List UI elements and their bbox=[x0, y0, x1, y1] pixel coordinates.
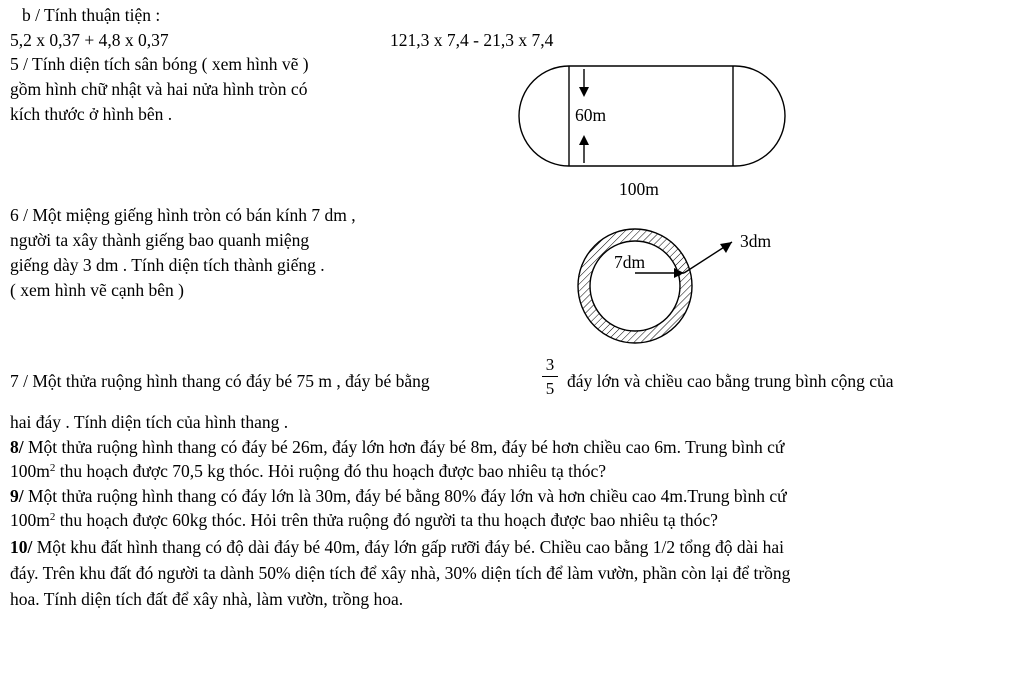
problem-9-label: 9/ bbox=[10, 486, 24, 506]
arrow-up-head-icon bbox=[579, 135, 589, 145]
thickness-arrow-icon bbox=[720, 242, 732, 253]
problem-9-line-1 bbox=[10, 487, 787, 506]
problem-8-line-1 bbox=[10, 438, 784, 457]
problem-8-area-unit: 100m bbox=[10, 461, 50, 481]
arrow-down-head-icon bbox=[579, 87, 589, 97]
part-b-expression-1: 5,2 x 0,37 + 4,8 x 0,37 bbox=[10, 30, 169, 50]
part-b-expression-2: 121,3 x 7,4 - 21,3 x 7,4 bbox=[390, 30, 554, 50]
problem-8-text-2: thu hoạch được 70,5 kg thóc. Hỏi ruộng đó thu hoạch được bao nhiêu tạ thóc? bbox=[55, 461, 607, 481]
problem-6-line-3: giếng dày 3 dm . Tính diện tích thành giếng . bbox=[10, 255, 325, 275]
problem-7-line-1-start: 7 / Một thửa ruộng hình thang có đáy bé 75 m , đáy bé bằng bbox=[10, 371, 430, 391]
fraction-bar bbox=[542, 376, 558, 377]
problem-7-fraction bbox=[540, 356, 560, 397]
problem-6-line-2: người ta xây thành giếng bao quanh miệng bbox=[10, 230, 310, 250]
problem-6-line-4: ( xem hình vẽ cạnh bên ) bbox=[10, 280, 184, 300]
fraction-denominator: 5 bbox=[545, 379, 555, 398]
problem-9-superscript: 2 bbox=[49, 511, 56, 523]
problem-5-line-1: 5 / Tính diện tích sân bóng ( xem hình vẽ ) bbox=[10, 54, 309, 74]
part-b-heading: b / Tính thuận tiện : bbox=[22, 5, 161, 25]
problem-8-superscript: 2 bbox=[49, 462, 56, 474]
problem-10-label: 10/ bbox=[10, 537, 33, 557]
problem-6-line-1: 6 / Một miệng giếng hình tròn có bán kính 7 dm , bbox=[10, 205, 356, 225]
problem-5-line-3: kích thước ở hình bên . bbox=[10, 104, 173, 124]
problem-9-area-unit: 100m bbox=[10, 510, 50, 530]
well-radius-label: 7dm bbox=[614, 252, 646, 272]
problem-8-line-2 bbox=[10, 462, 606, 481]
fraction-numerator: 3 bbox=[545, 355, 555, 374]
problem-10-line-2: đáy. Trên khu đất đó người ta dành 50% diện tích để xây nhà, 30% diện tích để làm vườn, phần còn lại để trồng bbox=[10, 563, 791, 583]
problem-7-line-1-end: đáy lớn và chiều cao bằng trung bình cộng của bbox=[567, 371, 894, 391]
problem-10-line-1 bbox=[10, 538, 784, 557]
well-figure bbox=[560, 218, 790, 360]
problem-7-line-2: hai đáy . Tính diện tích của hình thang . bbox=[10, 412, 289, 432]
stadium-outline bbox=[519, 66, 785, 166]
stadium-figure bbox=[500, 55, 810, 205]
problem-10-line-3: hoa. Tính diện tích đất để xây nhà, làm vườn, trồng hoa. bbox=[10, 589, 404, 609]
well-thickness-label: 3dm bbox=[740, 231, 772, 251]
problem-10-text-1: Một khu đất hình thang có độ dài đáy bé 40m, đáy lớn gấp rưỡi đáy bé. Chiều cao bằng 1/2 tổng độ dài hai bbox=[32, 537, 785, 557]
problem-8-label: 8/ bbox=[10, 437, 24, 457]
problem-5-line-2: gồm hình chữ nhật và hai nửa hình tròn có bbox=[10, 79, 308, 99]
problem-9-text-1: Một thửa ruộng hình thang có đáy lớn là 30m, đáy bé bằng 80% đáy lớn và hơn chiều cao 4m.Trung bình cứ bbox=[23, 486, 787, 506]
stadium-length-label: 100m bbox=[619, 179, 659, 199]
problem-9-text-2: thu hoạch được 60kg thóc. Hỏi trên thửa ruộng đó người ta thu hoạch được bao nhiêu tạ thóc? bbox=[55, 510, 718, 530]
problem-9-line-2 bbox=[10, 511, 718, 530]
problem-8-text-1: Một thửa ruộng hình thang có đáy bé 26m, đáy lớn hơn đáy bé 8m, đáy bé hơn chiều cao 6m. Trung bình cứ bbox=[23, 437, 785, 457]
stadium-height-label: 60m bbox=[575, 105, 607, 125]
